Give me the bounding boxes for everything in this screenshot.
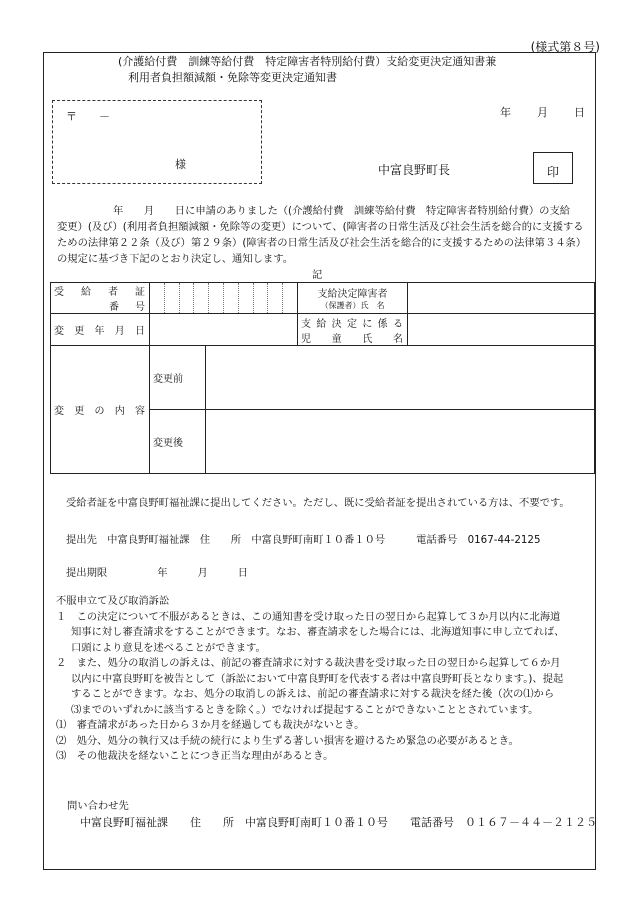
after-cell[interactable] — [206, 410, 595, 474]
recipient-no-label — [51, 283, 150, 314]
table-row — [51, 346, 595, 410]
deadline-year: 年 — [157, 567, 168, 579]
document-title-line2: 利用者負担額減額・免除等変更決定通知書 — [128, 71, 337, 84]
child-name-cell[interactable] — [408, 314, 595, 346]
deadline-month: 月 — [197, 567, 208, 579]
appeal-section — [56, 594, 591, 765]
document-title-line1: (介護給付費 訓練等給付費 特定障害者特別給付費）支給変更決定通知書兼 — [118, 55, 497, 68]
change-content-text: 変更の内容 — [54, 406, 146, 417]
notice-body-rest: 変更）(及び）(利用者負担額減額・免除等の変更）について、(障害者の日常生活及び社会生活を総合的に支援するための法律第２２条（及び）第２９条）(障害者の日常生活及び社会生活を総合的に支援するための法律第３４条）の規定に基づき下記のとおり決定し、通知します。 — [57, 221, 584, 265]
appeal-item-2d: ⑶までのいずれかに該当するときを除く。）でなければ提起することができないこととされています。 — [71, 703, 539, 716]
notice-body — [57, 203, 585, 267]
disabled-person-label-2: （保護者）氏 名 — [320, 301, 385, 310]
table-row — [51, 314, 595, 346]
appeal-item-2a: ２ また、処分の取消しの訴えは、前記の審査請求に対する裁決書を受け取った日の翌日から起算して６か月 — [56, 657, 561, 669]
deadline-day: 日 — [237, 567, 249, 579]
before-label: 変更前 — [150, 346, 206, 410]
disabled-person-label-1: 支給決定障害者 — [317, 289, 388, 300]
change-date-cell[interactable] — [150, 314, 298, 346]
disabled-person-label — [298, 283, 408, 314]
submission-deadline — [66, 566, 248, 581]
appeal-item-1a: １ この決定について不服があるときは、この通知書を受け取った日の翌日から起算して３か月以内に北海道 — [56, 610, 561, 623]
recipient-no-label-2: 番号 — [109, 302, 146, 313]
appeal-sub-1: ⑴ 審査請求があった日から３か月を経過しても裁決がないとき。 — [56, 719, 365, 731]
issue-date-day: 日 — [574, 106, 585, 119]
submission-note: 受給者証を中富良野町福祉課に提出してください。ただし、既に受給者証を提出されている方は、不要です。 — [66, 497, 570, 509]
submission-destination: 提出先 中富良野町福祉課 住 所 中富良野町南町１０番１０号 電話番号 0167-44-2125 — [66, 534, 541, 546]
form-number: (様式第８号) — [530, 40, 600, 54]
appeal-item-1c: 口頭により意見を述べることができます。 — [71, 641, 266, 654]
appeal-sub-3: ⑶ その他裁決を経ないことにつき正当な理由があるとき。 — [56, 750, 334, 762]
change-content-label — [51, 346, 150, 474]
disabled-person-name-cell[interactable] — [408, 283, 595, 314]
ki-marker: 記 — [312, 269, 323, 281]
appeal-heading: 不服申立て及び取消訴訟 — [56, 595, 170, 607]
recipient-honorific: 様 — [175, 158, 186, 171]
deadline-label: 提出期限 — [66, 567, 108, 579]
issue-date-month: 月 — [537, 106, 548, 119]
decision-table — [50, 282, 595, 474]
change-date-text: 変更年月日 — [54, 326, 146, 337]
appeal-item-2b: 以内に中富良野町を被告として（訴訟において中富良野町を代表する者は中富良野町長となります。)、提起 — [71, 672, 564, 685]
issue-date-year: 年 — [500, 106, 511, 119]
change-date-label — [51, 314, 150, 346]
appeal-sub-2: ⑵ 処分、処分の執行又は手続の続行により生ずる著しい損害を避けるため緊急の必要があるとき。 — [56, 734, 519, 747]
child-name-label-1: 支給決定に係る — [301, 318, 404, 330]
before-cell[interactable] — [206, 346, 595, 410]
contact-line: 中富良野町福祉課 住 所 中富良野町南町１０番１０号 電話番号 ０１６７－４４－２１２５ — [80, 816, 597, 829]
issue-date — [500, 106, 585, 120]
postal-code-mark: 〒 － — [66, 110, 110, 123]
recipient-no-label-1: 受給者証 — [54, 287, 146, 298]
appeal-item-1b: 知事に対し審査請求をすることができます。なお、審査請求をした場合には、北海道知事に申し立てれば、 — [71, 626, 565, 638]
contact-heading: 問い合わせ先 — [67, 800, 129, 812]
child-name-label — [298, 314, 408, 346]
child-name-label-2: 児 童 氏 名 — [301, 333, 404, 345]
appeal-item-2c: することができます。なお、処分の取消しの訴えは、前記の審査請求に対する裁決を経た後（次の⑴から — [71, 688, 555, 700]
after-label: 変更後 — [150, 410, 206, 474]
seal-box: 印 — [533, 152, 573, 184]
issuer-mayor: 中富良野町長 — [378, 163, 451, 177]
table-row — [51, 283, 595, 314]
notice-body-line1: 年 月 日に申請のありました（(介護給付費 訓練等給付費 特定障害者特別給付費）の支給 — [113, 205, 571, 217]
recipient-no-cells[interactable] — [150, 283, 298, 314]
